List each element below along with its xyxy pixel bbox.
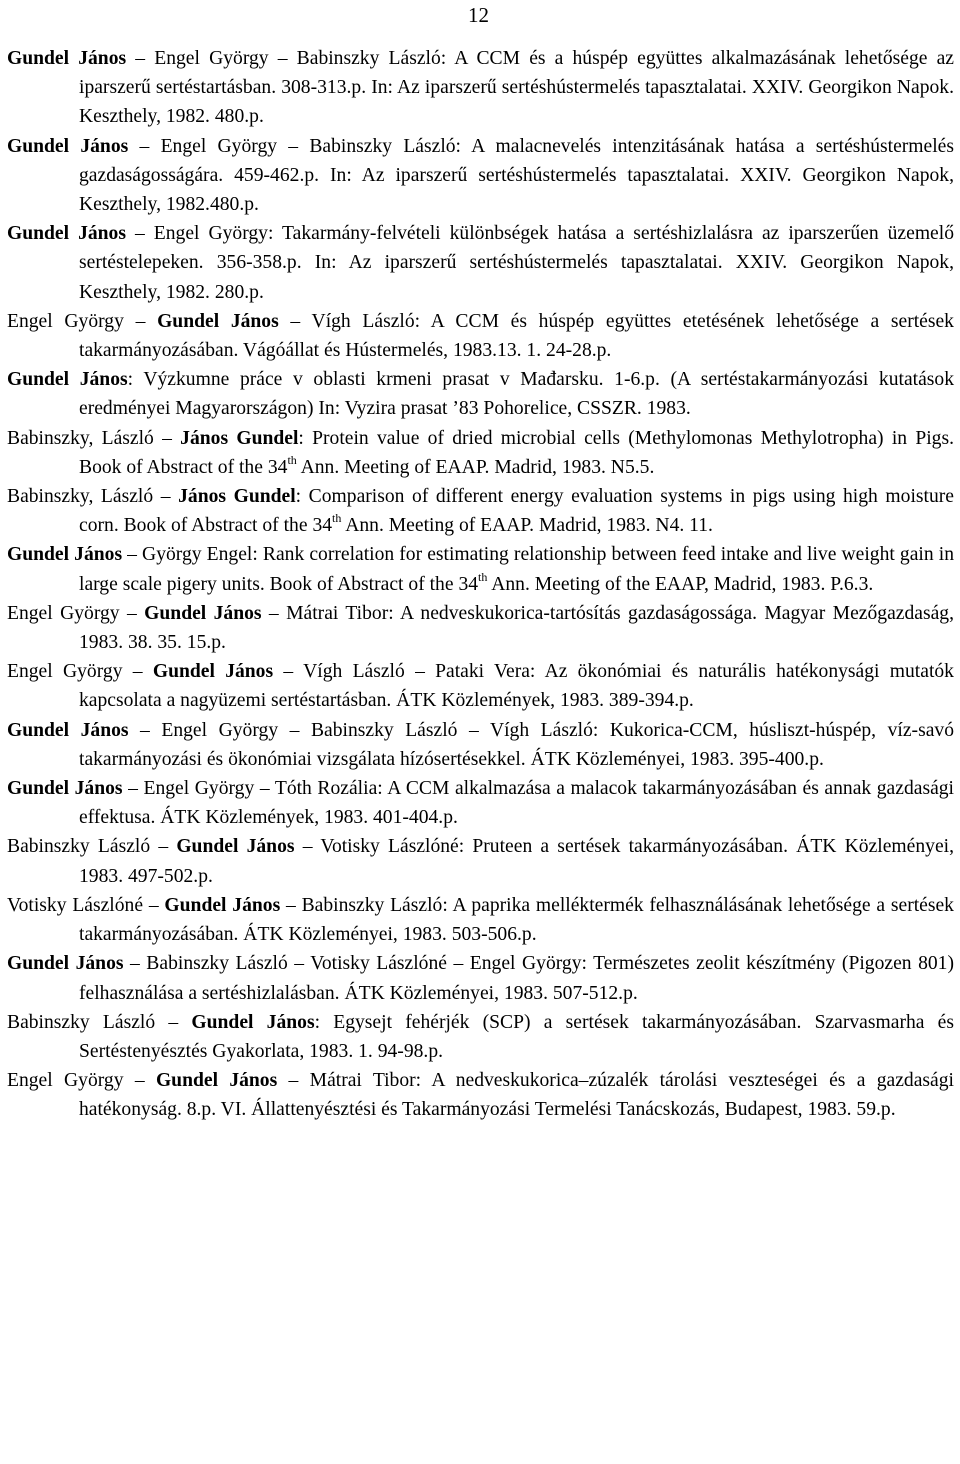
author-highlight: Gundel János <box>155 1070 278 1092</box>
author-highlight: Gundel János <box>157 310 279 332</box>
author-highlight: Gundel János <box>7 953 124 975</box>
reference-text: – Babinszky László – Votisky Lászlóné – Engel György: Természetes zeolit készítmény (Pigozen 801) felhasználása a sertéshizlalásban. ÁTK Közleményei, 1983. 507-512.p. <box>79 953 954 1004</box>
author-highlight: Gundel János <box>7 135 129 157</box>
reference-text: – György Engel: Rank correlation for estimating relationship between feed intake and live weight gain in large scale pigery units. Book of Abstract of the 34 <box>79 544 954 595</box>
reference-list <box>7 44 954 1125</box>
reference-text: : Protein value of dried microbial cells (Methylomonas Methylotropha) in Pigs. Book of Abstract of the 34 <box>79 427 954 478</box>
reference-text: Ann. Meeting of EAAP. Madrid, 1983. N5.5. <box>296 456 655 478</box>
author-highlight: Gundel János <box>152 661 274 683</box>
reference-text: – Babinszky László: A paprika melléktermék felhasználásának lehetősége a sertések takarmányozásában. ÁTK Közleményei, 1983. 503-506.p. <box>79 894 954 946</box>
author-highlight: Gundel János <box>7 223 126 245</box>
reference-entry <box>7 657 954 715</box>
superscript: th <box>287 452 297 467</box>
reference-text: : Výzkumne práce v oblasti krmeni prasat v Mađarsku. 1-6.p. (A sertéstakarmányozási kutatások eredményei Magyarországon) In: Vyzira prasat ’83 Pohorelice, CSSZR. 1983. <box>79 369 955 420</box>
reference-entry <box>7 482 954 540</box>
reference-text: Engel György – <box>7 1070 156 1092</box>
reference-entry <box>7 365 954 423</box>
author-highlight: Gundel János <box>7 719 129 741</box>
page-number: 12 <box>468 3 489 27</box>
reference-entry <box>7 1066 954 1124</box>
reference-text: Engel György – <box>7 661 153 683</box>
reference-entry <box>7 540 954 598</box>
reference-text: Babinszky László – <box>7 836 177 858</box>
author-highlight: Gundel János <box>7 778 123 800</box>
reference-entry <box>7 716 954 774</box>
author-highlight: János Gundel <box>180 427 299 449</box>
author-highlight: Gundel János <box>7 544 123 566</box>
reference-text: – Vígh László – Pataki Vera: Az ökonómiai és naturális hatékonysági mutatók kapcsolata a nagyüzemi sertéstartásban. ÁTK Közlemények, 1983. 389-394.p. <box>79 661 954 712</box>
reference-text: Votisky Lászlóné – <box>7 894 165 916</box>
reference-entry <box>7 832 954 890</box>
reference-entry <box>7 307 954 365</box>
reference-text: : Egysejt fehérjék (SCP) a sertések takarmányozásában. Szarvasmarha és Sertéstenyésztés Gyakorlata, 1983. 1. 94-98.p. <box>79 1011 954 1062</box>
reference-entry <box>7 599 954 657</box>
author-highlight: János Gundel <box>178 486 296 508</box>
reference-text: Babinszky, László – <box>7 427 181 449</box>
reference-entry <box>7 891 954 949</box>
reference-entry <box>7 424 954 482</box>
reference-entry <box>7 44 954 132</box>
reference-text: – Votisky Lászlóné: Pruteen a sertések takarmányozásában. ÁTK Közleményei, 1983. 497-502.p. <box>79 836 954 887</box>
reference-text: – Engel György – Babinszky László: A malacnevelés intenzitásának hatása a sertéshústermelés gazdaságosságára. 459-462.p. In: Az iparszerű sertéshústermelés tapasztalatai. XXIV. Georgikon Napok, Keszthely, 1982.480.p. <box>79 135 954 216</box>
reference-entry <box>7 949 954 1007</box>
author-highlight: Gundel János <box>176 836 295 858</box>
reference-text: Babinszky, László – <box>7 486 179 508</box>
reference-text: Babinszky László – <box>7 1011 192 1033</box>
reference-text: – Vígh László: A CCM és húspép együttes etetésének lehetősége a sertések takarmányozásában. Vágóállat és Hústermelés, 1983.13. 1. 24-28.p. <box>79 310 954 362</box>
reference-text: Ann. Meeting of EAAP. Madrid, 1983. N4. 11. <box>341 515 713 537</box>
reference-text: – Engel György – Tóth Rozália: A CCM alkalmazása a malacok takarmányozásában és annak gazdasági effektusa. ÁTK Közlemények, 1983. 401-404.p. <box>79 778 955 829</box>
reference-text: – Mátrai Tibor: A nedveskukorica-tartósítás gazdaságossága. Magyar Mezőgazdaság, 1983. 38. 35. 15.p. <box>79 602 954 654</box>
reference-text: – Engel György – Babinszky László – Vígh László: Kukorica-CCM, húsliszt-húspép, víz-savó takarmányozási és ökonómiai vizsgálata hízósertésekkel. ÁTK Közleményei, 1983. 395-400.p. <box>79 719 954 770</box>
author-highlight: Gundel János <box>7 48 127 69</box>
reference-text: – Engel György: Takarmány-felvételi különbségek hatása a sertéshizlalásra az iparszerűen üzemelő sertéstelepeken. 356-358.p. In: Az iparszerű sertéshústermelés tapasztalatai. XXIV. Georgikon Napok, Keszthely, 1982. 280.p. <box>79 223 954 303</box>
author-highlight: Gundel János <box>144 602 262 624</box>
superscript: th <box>478 569 488 584</box>
author-highlight: Gundel János <box>7 369 128 391</box>
reference-entry <box>7 132 954 220</box>
reference-text: Ann. Meeting of the EAAP, Madrid, 1983. P.6.3. <box>487 573 874 595</box>
reference-entry <box>7 774 954 832</box>
reference-text: Engel György – <box>7 310 158 332</box>
superscript: th <box>332 511 342 526</box>
reference-text: Engel György – <box>7 602 145 624</box>
author-highlight: Gundel János <box>164 894 281 916</box>
reference-entry <box>7 1008 954 1066</box>
reference-text: – Mátrai Tibor: A nedveskukorica–zúzalék tárolási veszteségei és a gazdasági hatékonyság. 8.p. VI. Állattenyésztési és Takarmányozási Termelési Tanácskozás, Budapest, 1983. 59.p. <box>79 1070 954 1121</box>
author-highlight: Gundel János <box>191 1011 315 1033</box>
reference-entry <box>7 219 954 307</box>
reference-text: : Comparison of different energy evaluation systems in pigs using high moisture corn. Book of Abstract of the 34 <box>79 486 954 537</box>
reference-text: – Engel György – Babinszky László: A CCM és a húspép együttes alkalmazásának lehetősége az iparszerű sertéstartásban. 308-313.p. In: Az iparszerű sertéshústermelés tapasztalatai. XXIV. Georgikon Napok. Keszthely, 1982. 480.p. <box>79 48 954 128</box>
